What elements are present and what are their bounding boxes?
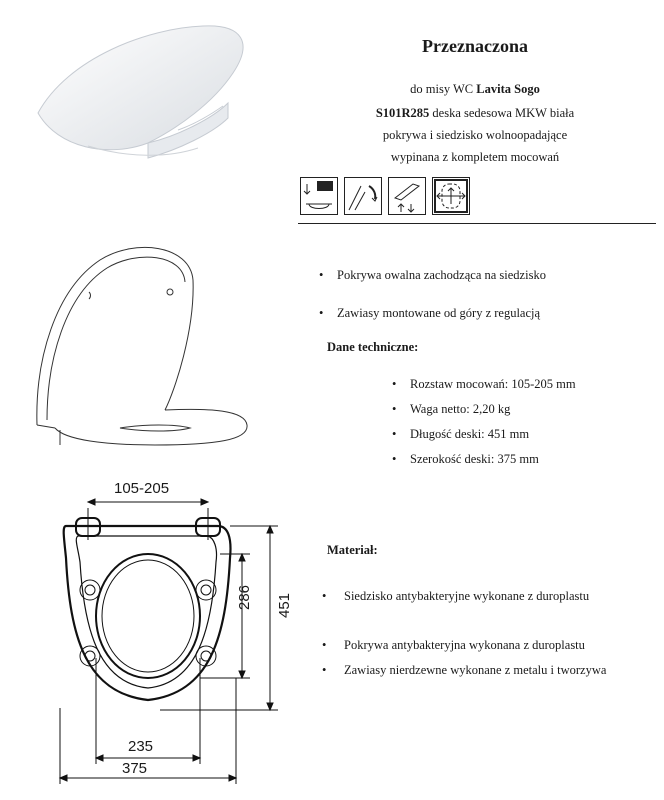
compat-line: do misy WC Lavita Sogo <box>410 82 540 96</box>
seat-side-drawing <box>25 240 255 455</box>
wrench-mount-icon <box>300 177 338 215</box>
material-item: • Pokrywa antybakteryjna wykonana z duroplastu <box>322 638 585 652</box>
dim-inner-width: 235 <box>128 738 154 755</box>
feature-item: • Zawiasy montowane od góry z regulacją <box>319 306 541 320</box>
dimension-drawing <box>50 478 300 788</box>
dim-mount-spacing: 105-205 <box>114 480 170 497</box>
product-photo <box>28 18 278 183</box>
desc-line-2: wypinana z kompletem mocowań <box>390 150 560 164</box>
quick-release-icon <box>432 177 470 215</box>
soft-close-icon <box>344 177 382 215</box>
dim-inner-height: 286 <box>236 584 253 610</box>
dim-outer-height: 451 <box>276 592 293 618</box>
feature-icons <box>300 177 470 215</box>
tech-item: • Rozstaw mocowań: 105-205 mm <box>392 377 576 391</box>
tech-item: • Szerokość deski: 375 mm <box>392 452 539 466</box>
header-divider <box>298 223 656 224</box>
tech-item: • Długość deski: 451 mm <box>392 427 530 441</box>
tech-item: • Waga netto: 2,20 kg <box>392 402 511 416</box>
feature-item: • Pokrywa owalna zachodząca na siedzisko <box>319 268 546 282</box>
tech-heading: Dane techniczne: <box>327 340 419 354</box>
model-line: S101R285 deska sedesowa MKW biała <box>375 106 575 120</box>
material-heading: Materiał: <box>327 543 378 557</box>
material-item: • Siedzisko antybakteryjne wykonane z duroplastu <box>322 589 590 603</box>
material-item: • Zawiasy nierdzewne wykonane z metalu i tworzywa <box>322 663 607 677</box>
desc-line-1: pokrywa i siedzisko wolnoopadające <box>382 128 568 142</box>
page-title: Przeznaczona <box>422 36 528 56</box>
lift-seat-icon <box>388 177 426 215</box>
dim-outer-width: 375 <box>122 760 148 777</box>
